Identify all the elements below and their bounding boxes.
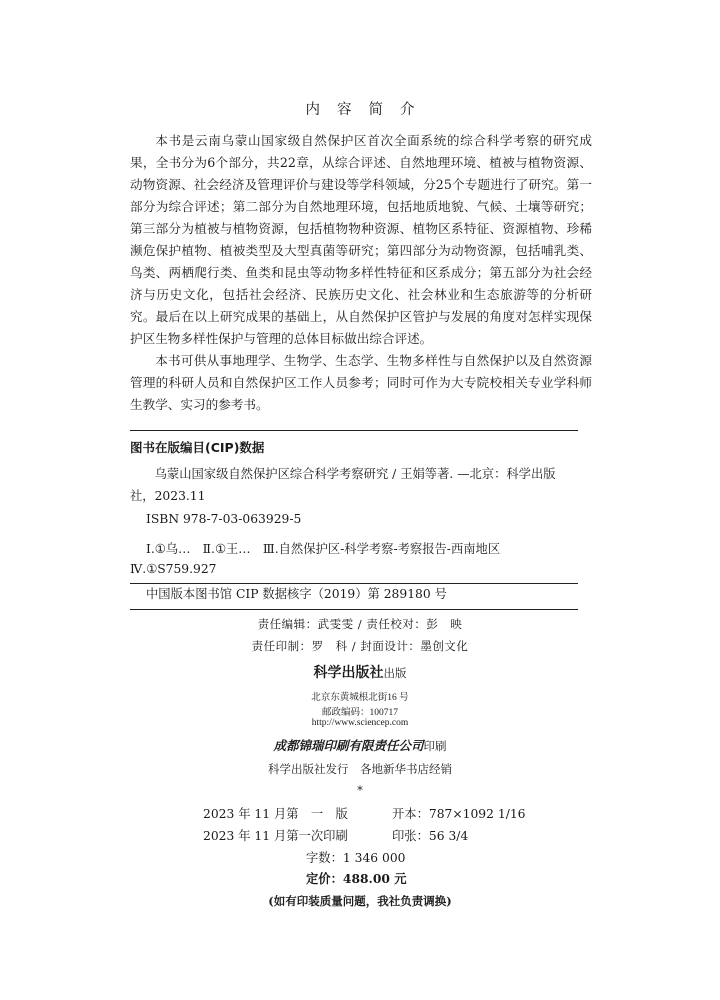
cip-classification-1: Ⅰ.①乌… Ⅱ.①王… Ⅲ.自然保护区-科学考察-考察报告-西南地区 — [146, 542, 501, 556]
summary-title: 内容简介 — [305, 102, 432, 118]
printer-line — [0, 736, 720, 754]
publisher-name: 科学出版社 — [313, 665, 384, 681]
first-printing: 2023 年 11 月第一次印刷 — [203, 829, 348, 843]
summary-paragraph-2: 本书可供从事地理学、生物学、生态学、生物多样性与自然保护以及自然资源管理的科研人员和自然保护区工作人员参考；同时可作为大专院校相关专业学科师生教学、实习的参考书。 — [130, 353, 592, 412]
cip-title-line: 乌蒙山国家级自然保护区综合科学考察研究 / 王娟等著. —北京：科学出版社，2023.11 — [130, 467, 556, 503]
book-format: 开本：787×1092 1/16 — [392, 807, 526, 821]
separator-asterisk: * — [357, 783, 363, 797]
quality-notice: (如有印装质量问题，我社负责调换) — [268, 894, 452, 908]
publisher-website: http://www.sciencep.com — [311, 718, 409, 728]
price: 定价：488.00 元 — [306, 871, 407, 886]
credits-printing: 责任印制：罗 科 / 封面设计：墨创文化 — [251, 639, 469, 653]
publisher-line — [0, 662, 720, 682]
cip-record-number: 中国版本图书馆 CIP 数据核字（2019）第 289180 号 — [146, 587, 447, 601]
first-edition: 2023 年 11 月第 一 版 — [203, 807, 348, 821]
publisher-address: 北京东黄城根北街16 号 — [311, 693, 409, 703]
cip-classification-2: Ⅳ.①S759.927 — [130, 562, 217, 576]
credits-editors: 责任编辑：武雯雯 / 责任校对：彭 映 — [257, 617, 463, 631]
printer-name: 成都锦瑞印刷有限责任公司 — [273, 738, 424, 753]
publisher-suffix: 出版 — [383, 666, 407, 680]
summary-paragraph-1: 本书是云南乌蒙山国家级自然保护区首次全面系统的综合科学考察的研究成果，全书分为6个部分，共22章，从综合评述、自然地理环境、植被与植物资源、动物资源、社会经济及管理评价与建设等学科领域，分25个专题进行了研究。第一部分为综合评述；第二部分为自然地理环境，包括地质地貌、气候、土壤等研究；第三部分为植被与植物资源，包括植物物种资源、植物区系特征、资源植物、珍稀濒危保护植物、植被类型及大型真菌等研究；第四部分为动物资源，包括哺乳类、鸟类、两栖爬行类、鱼类和昆虫等动物多样性特征和区系成分；第五部分为社会经济与历史文化，包括社会经济、民族历史文化、社会林业和生态旅游等的分析研究。最后在以上研究成果的基础上，从自然保护区管护与发展的角度对怎样实现保护区生物多样性保护与管理的总体目标做出综合评述。 — [130, 133, 592, 346]
divider-bottom — [130, 609, 578, 610]
cip-heading: 图书在版编目(CIP)数据 — [130, 440, 265, 455]
publisher-postcode: 邮政编码：100717 — [321, 708, 398, 718]
cip-isbn: ISBN 978-7-03-063929-5 — [146, 512, 302, 526]
distribution-line: 科学出版社发行 各地新华书店经销 — [268, 762, 452, 776]
printer-suffix: 印刷 — [423, 739, 447, 753]
word-count: 字数：1 346 000 — [306, 851, 406, 865]
summary-text — [130, 130, 592, 416]
printed-sheets: 印张：56 3/4 — [392, 829, 469, 843]
divider-top — [130, 430, 578, 431]
